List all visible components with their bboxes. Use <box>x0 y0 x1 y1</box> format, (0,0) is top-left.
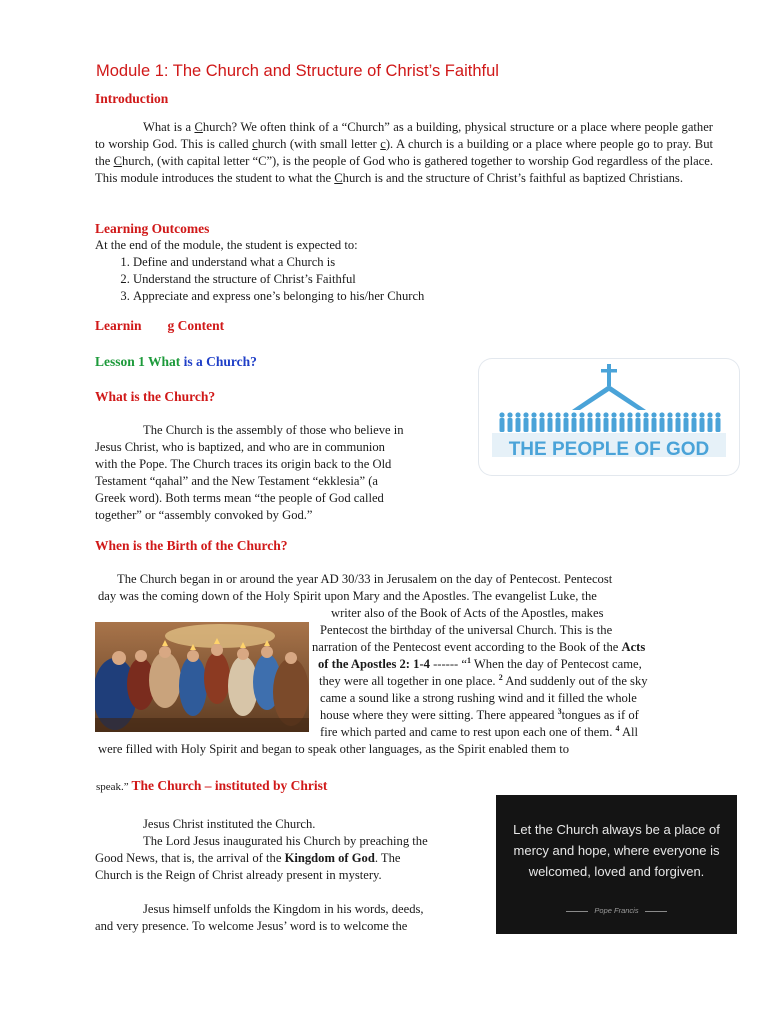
list-item: 3. Appreciate and express one’s belonging to his/her Church <box>133 288 633 305</box>
list-item: 2. Understand the structure of Christ’s Faithful <box>133 271 633 288</box>
outcomes-lead: At the end of the module, the student is expected to: <box>95 238 358 252</box>
pentecost-painting-image <box>95 622 309 732</box>
quote-author: Pope Francis <box>496 906 737 915</box>
learning-outcomes-heading: Learning Outcomes <box>95 221 210 236</box>
instituted-line: Church is the Reign of Christ already present in mystery. <box>95 868 382 882</box>
people-of-god-caption: THE PEOPLE OF GOD <box>508 439 710 460</box>
people-of-god-image <box>478 358 740 476</box>
learning-content-heading: Learnin g Content <box>95 318 225 333</box>
list-item: 1. Define and understand what a Church is <box>133 254 633 271</box>
outcomes-list <box>95 254 633 305</box>
instituted-heading-line: speak.” The Church – instituted by Christ <box>96 778 328 793</box>
instituted-line: Jesus Christ instituted the Church. <box>143 817 316 831</box>
birth-line: came a sound like a strong rushing wind and it filled the whole <box>320 691 637 705</box>
pope-francis-quote-image <box>496 795 737 934</box>
instituted-line: Good News, that is, the arrival of the Kingdom of God. The <box>95 851 401 865</box>
lesson-heading: Lesson 1 What is a Church? <box>95 354 257 369</box>
page-title: Module 1: The Church and Structure of Christ’s Faithful <box>96 62 499 80</box>
introduction-heading: Introduction <box>95 91 169 106</box>
church-people-icon <box>478 358 740 476</box>
instituted-line: and very presence. To welcome Jesus’ word is to welcome the <box>95 919 408 933</box>
birth-line: fire which parted and came to rest upon each one of them. $^4$ All <box>320 723 639 739</box>
birth-of-church-heading: When is the Birth of the Church? <box>95 538 288 553</box>
birth-line: narration of the Pentecost event according to the Book of the Acts <box>312 640 646 654</box>
instituted-line: The Lord Jesus inaugurated his Church by preaching the <box>143 834 428 848</box>
birth-line: house where they were sitting. There appeared $^3$tongues as if of <box>320 706 639 722</box>
birth-line: day was the coming down of the Holy Spirit upon Mary and the Apostles. The evangelist Luke, the <box>98 589 597 603</box>
birth-line: Pentecost the birthday of the universal Church. This is the <box>320 623 613 637</box>
pentecost-painting-icon <box>95 622 309 732</box>
birth-line: were filled with Holy Spirit and began to speak other languages, as the Spirit enabled them to <box>98 742 570 756</box>
what-is-church-heading: What is the Church? <box>95 389 216 404</box>
quote-text: Let the Church always be a place of mercy and hope, where everyone is welcomed, loved and forgiven. <box>513 822 720 879</box>
what-is-church-paragraph: The Church is the assembly of those who believe in Jesus Christ, who is baptized, and who are in communion with the Pope. The Church traces its origin back to the Old Testament “qahal” and the New Testament “ekklesia” (a Greek word). Both terms mean “the people of God called together” or “assembly convoked by God.” <box>95 423 404 522</box>
birth-line: they were all together in one place. $^2$ And suddenly out of the sky <box>319 672 648 688</box>
introduction-paragraph: What is a Church? We often think of a “Church” as a building, physical structure or a place where people gather to worship God. This is called church (with small letter c). A church is a building or a place where people go to pray. But the Church, (with capital letter “C”), is the people of God who is gathered together to worship God regardless of the place. This module introduces the student to what the Church is and the structure of Christ’s faithful as baptized Christians. <box>95 120 713 185</box>
birth-line: The Church began in or around the year AD 30/33 in Jerusalem on the day of Pentecost. Pentecost <box>117 572 613 586</box>
instituted-line: Jesus himself unfolds the Kingdom in his words, deeds, <box>143 902 424 916</box>
birth-line: of the Apostles 2: 1-4 ------ “$^1$ When the day of Pentecost came, <box>318 655 642 671</box>
birth-line: writer also of the Book of Acts of the Apostles, makes <box>331 606 604 620</box>
